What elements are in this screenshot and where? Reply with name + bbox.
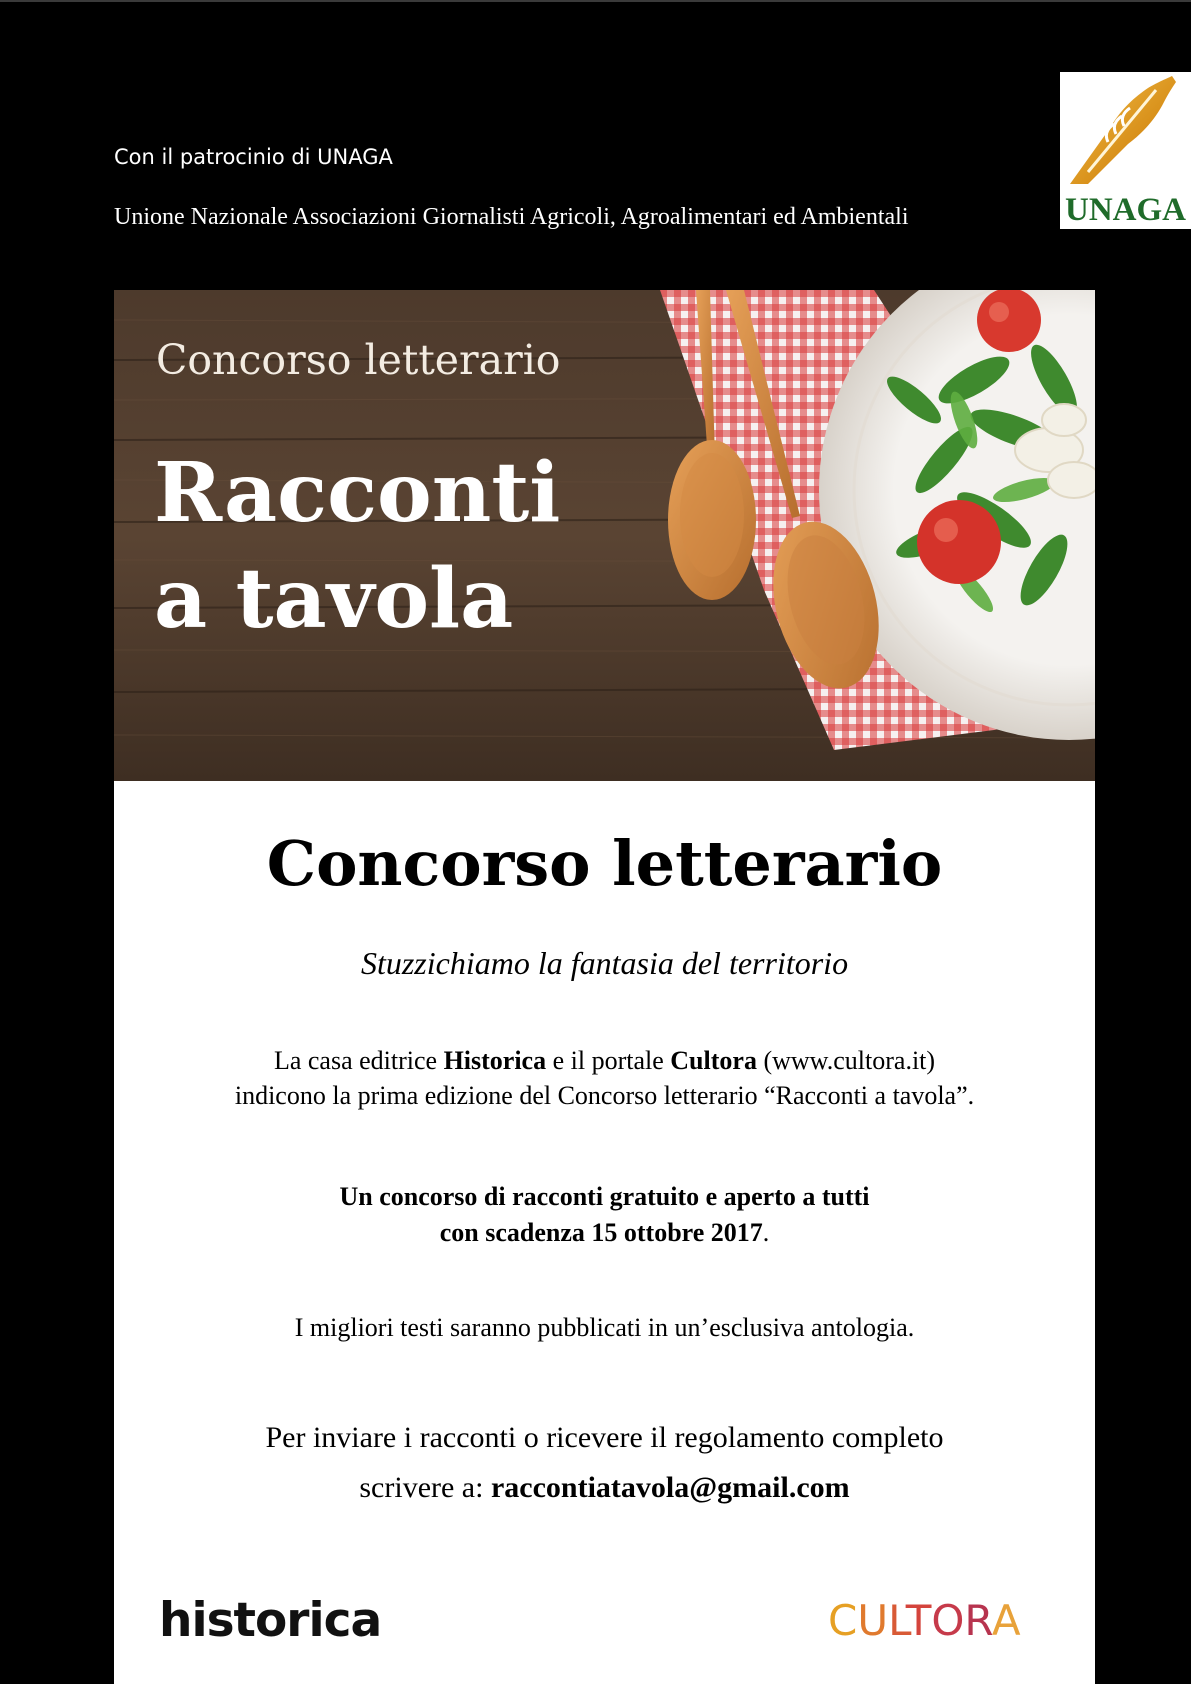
contact-prefix: scrivere a: [359, 1471, 491, 1504]
cultora-letter: O [931, 1596, 965, 1645]
historica-name: Historica [443, 1046, 547, 1075]
cultora-name: Cultora [670, 1046, 757, 1075]
cultora-letter: R [964, 1596, 992, 1645]
cultora-letter: L [888, 1596, 906, 1645]
intro-paragraph [114, 1043, 1095, 1113]
contact-email-link[interactable]: raccontiatavola@gmail.com [490, 1471, 850, 1504]
banner-title: Racconti a tavola [154, 445, 561, 647]
cultora-letter: C [828, 1596, 858, 1645]
content-panel [114, 781, 1095, 1684]
main-heading: Concorso letterario [266, 827, 943, 900]
cultora-letter: T [905, 1596, 932, 1645]
intro-text: e il portale [546, 1046, 671, 1075]
banner-subtitle: Concorso letterario [156, 336, 561, 384]
intro-text-line2: indicono la prima edizione del Concorso letterario “Racconti a tavola”. [234, 1081, 975, 1110]
contact-paragraph [114, 1413, 1095, 1513]
deadline-period: . [762, 1218, 770, 1247]
tagline: Stuzzichiamo la fantasia del territorio [360, 945, 849, 981]
patronage-text: Con il patrocinio di UNAGA [114, 145, 393, 169]
cultora-url: (www.cultora.it) [756, 1046, 936, 1075]
historica-logo: historica [159, 1593, 382, 1648]
unaga-logo [1060, 72, 1191, 229]
cultora-logo [828, 1596, 1021, 1645]
organization-name: Unione Nazionale Associazioni Giornalisti Agricoli, Agroalimentari ed Ambientali [114, 204, 909, 230]
deadline-paragraph [114, 1179, 1095, 1251]
deadline-line2: con scadenza 15 ottobre 2017 [439, 1218, 763, 1247]
hero-banner [114, 290, 1095, 781]
quill-icon [1060, 72, 1191, 190]
cultora-letter: U [857, 1596, 889, 1645]
deadline-line1: Un concorso di racconti gratuito e aperto a tutti [339, 1182, 870, 1211]
publication-note: I migliori testi saranno pubblicati in un’esclusiva antologia. [294, 1313, 915, 1342]
cultora-letter: A [991, 1596, 1021, 1645]
intro-text: La casa editrice [273, 1046, 444, 1075]
top-border [0, 0, 1191, 2]
unaga-logo-text: UNAGA [1065, 192, 1186, 228]
contact-line1: Per inviare i racconti o ricevere il regolamento completo [265, 1421, 944, 1454]
